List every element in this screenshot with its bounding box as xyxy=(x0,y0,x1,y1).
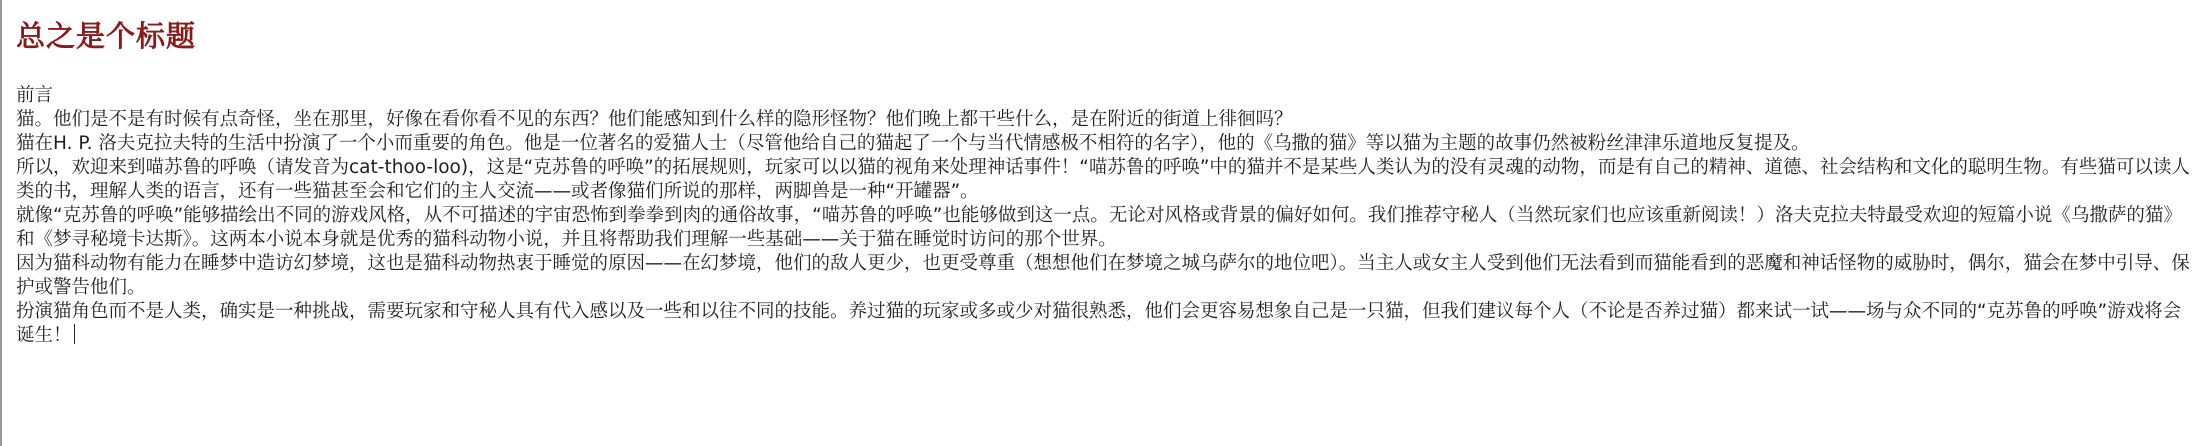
paragraph[interactable]: 猫在H. P. 洛夫克拉夫特的生活中扮演了一个小而重要的角色。他是一位著名的爱猫人士（尽管他给自己的猫起了一个与当代情感极不相符的名字），他的《乌撒的猫》等以猫为主题的故事仍然被粉丝津津乐道地反复提及。 xyxy=(16,133,1810,154)
paragraph-preface[interactable]: 前言 xyxy=(16,85,54,106)
document-title[interactable]: 总之是个标题 xyxy=(16,19,197,53)
document-body[interactable] xyxy=(16,84,2196,348)
text-cursor xyxy=(74,324,75,344)
document-editor[interactable] xyxy=(16,14,2196,348)
paragraph[interactable]: 因为猫科动物有能力在睡梦中造访幻梦境，这也是猫科动物热衷于睡觉的原因——在幻梦境，他们的敌人更少，也更受尊重（想想他们在梦境之城乌萨尔的地位吧）。当主人或女主人受到他们无法看到而猫能看到的恶魔和神话怪物的威胁时，偶尔，猫会在梦中引导、保护或警告他们。 xyxy=(16,253,2190,298)
left-border xyxy=(0,0,2,446)
paragraph[interactable]: 猫。他们是不是有时候有点奇怪，坐在那里，好像在看你看不见的东西？他们能感知到什么样的隐形怪物？他们晚上都干些什么，是在附近的街道上徘徊吗？ xyxy=(16,109,1293,130)
paragraph[interactable]: 就像“克苏鲁的呼唤”能够描绘出不同的游戏风格，从不可描述的宇宙恐怖到拳拳到肉的通俗故事，“喵苏鲁的呼唤”也能够做到这一点。无论对风格或背景的偏好如何。我们推荐守秘人（当然玩家们也应该重新阅读！）洛夫克拉夫特最受欢迎的短篇小说《乌撒萨的猫》和《梦寻秘境卡达斯》。这两本小说本身就是优秀的猫科动物小说，并且将帮助我们理解一些基础——关于猫在睡觉时访问的那个世界。 xyxy=(16,205,2182,250)
paragraph-last-text: 扮演猫角色而不是人类，确实是一种挑战，需要玩家和守秘人具有代入感以及一些和以往不同的技能。养过猫的玩家或多或少对猫很熟悉，他们会更容易想象自己是一只猫，但我们建议每个人（不论是否养过猫）都来试一试——场与众不同的“克苏鲁的呼唤”游戏将会诞生！ xyxy=(16,301,2182,346)
paragraph-last[interactable] xyxy=(16,300,2196,348)
paragraph[interactable]: 所以，欢迎来到喵苏鲁的呼唤（请发音为cat-thoo-loo)，这是“克苏鲁的呼唤”的拓展规则，玩家可以以猫的视角来处理神话事件！“喵苏鲁的呼唤”中的猫并不是某些人类认为的没有灵魂的动物，而是有自己的精神、道德、社会结构和文化的聪明生物。有些猫可以读人类的书，理解人类的语言，还有一些猫甚至会和它们的主人交流——或者像猫们所说的那样，两脚兽是一种“开罐器”。 xyxy=(16,157,2190,202)
